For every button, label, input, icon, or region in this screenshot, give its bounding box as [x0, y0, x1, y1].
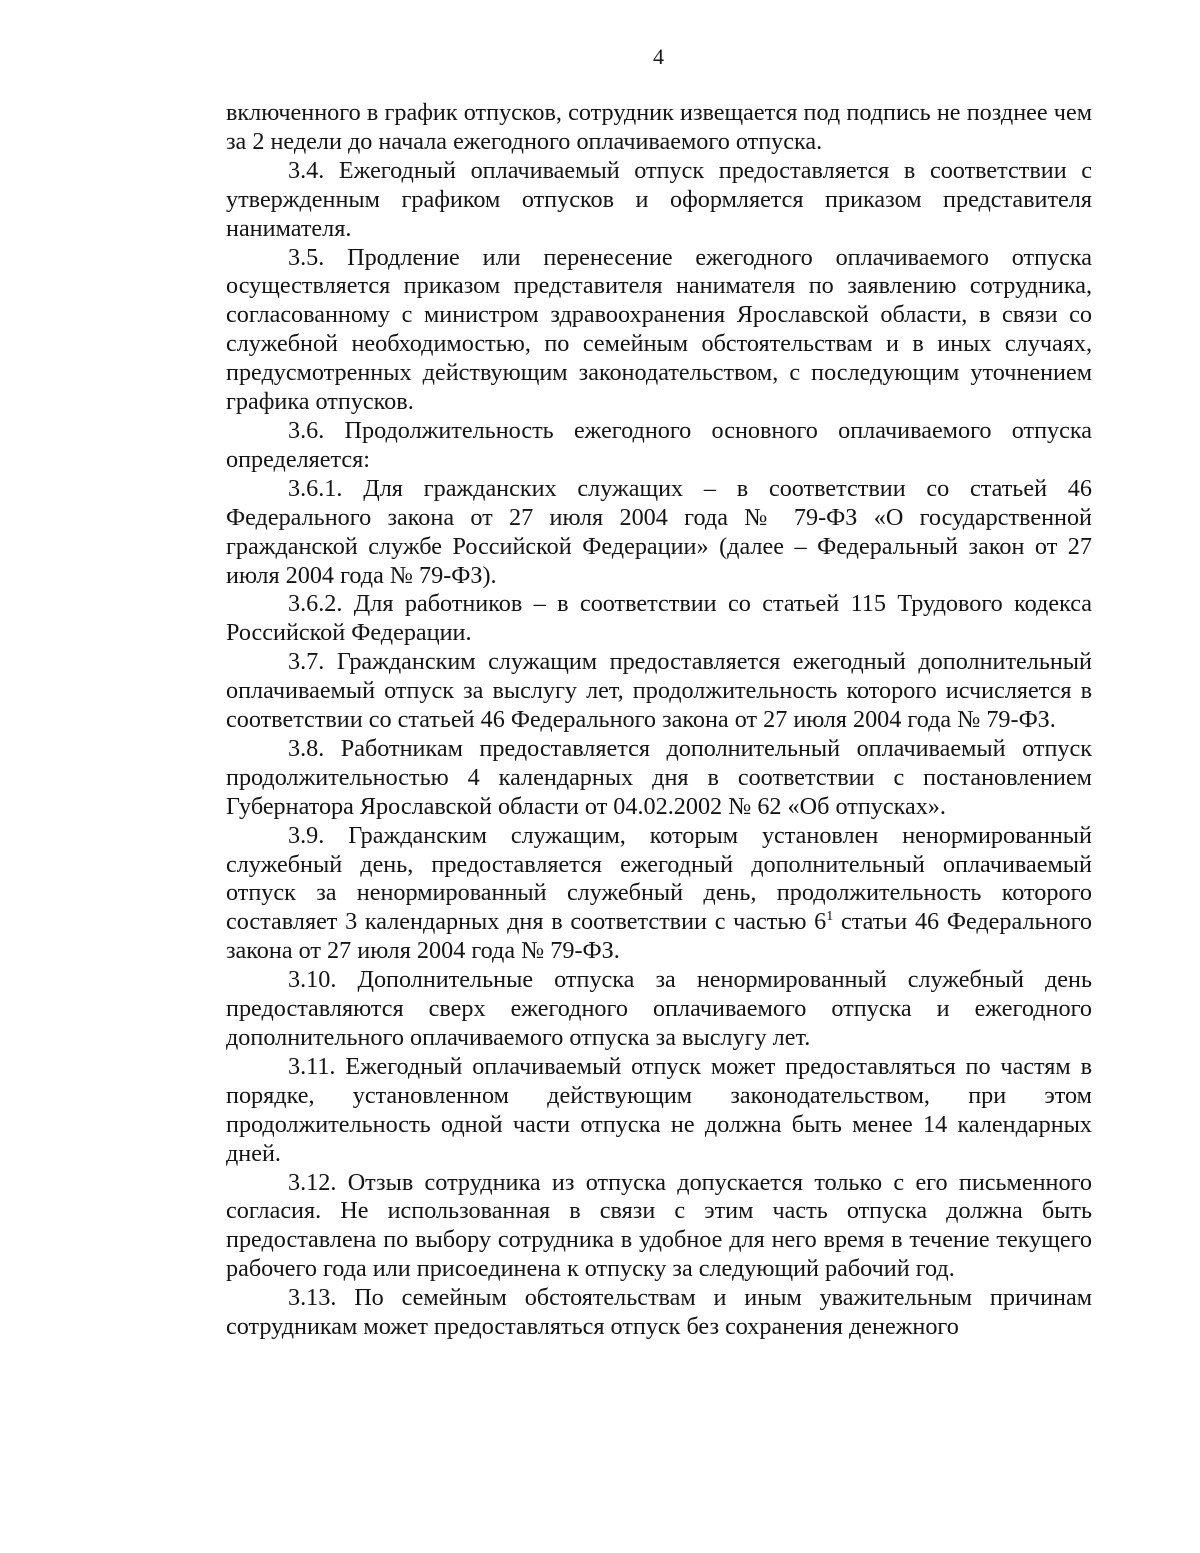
page-number: 4	[653, 44, 664, 69]
paragraph-3-4: 3.4. Ежегодный оплачиваемый отпуск предоставляется в соответствии с утвержденным графиком отпусков и оформляется приказом представителя нанимателя.	[226, 156, 1092, 242]
paragraph-3-11: 3.11. Ежегодный оплачиваемый отпуск может предоставляться по частям в порядке, установленном действующим законодательством, при этом продолжительность одной части отпуска не должна быть менее 14 календарных дней.	[226, 1052, 1092, 1167]
paragraph-3-10: 3.10. Дополнительные отпуска за ненормированный служебный день предоставляются сверх ежегодного оплачиваемого отпуска и ежегодного дополнительного оплачиваемого отпуска за выслугу лет.	[226, 966, 1092, 1051]
paragraph-3-13: 3.13. По семейным обстоятельствам и иным уважительным причинам сотрудникам может предоставляться отпуск без сохранения денежного	[226, 1284, 1092, 1341]
paragraph-3-8: 3.8. Работникам предоставляется дополнительный оплачиваемый отпуск продолжительностью 4 календарных дня в соответствии с постановлением Губернатора Ярославской области от 04.02.2002 № 62 «Об отпусках».	[226, 734, 1092, 820]
paragraph-3-6-2: 3.6.2. Для работников – в соответствии со статьей 115 Трудового кодекса Российской Федерации.	[226, 590, 1092, 647]
paragraph-3-12: 3.12. Отзыв сотрудника из отпуска допускается только с его письменного согласия. Не использованная в связи с этим часть отпуска должна быть предоставлена по выбору сотрудника в удобное для него время в течение текущего рабочего года или присоединена к отпуску за следующий рабочий год.	[226, 1168, 1092, 1283]
paragraph-3-9	[226, 822, 1092, 967]
paragraph-3-6-1: 3.6.1. Для гражданских служащих – в соответствии со статьей 46 Федерального закона от 27 июля 2004 года № 79-ФЗ «О государственной гражданской службе Российской Федерации» (далее – Федеральный закон от 27 июля 2004 года № 79-ФЗ).	[226, 474, 1092, 589]
paragraph-3-6: 3.6. Продолжительность ежегодного основного оплачиваемого отпуска определяется:	[226, 416, 1092, 473]
paragraph-3-9-text: 3.9. Гражданским служащим, которым установлен ненормированный служебный день, предоставляется ежегодный дополнительный оплачиваемый отпуск за ненормированный служебный день, продолжительность которого составляет 3 календарных дня в соответствии с частью 6	[226, 821, 1092, 936]
paragraph-3-9-text-end: статьи 46 Федерального закона от 27 июля 2004 года № 79-ФЗ.	[226, 908, 1092, 965]
document-body	[226, 99, 1092, 1342]
paragraph-3-7: 3.7. Гражданским служащим предоставляется ежегодный дополнительный оплачиваемый отпуск за выслугу лет, продолжительность которого исчисляется в соответствии со статьей 46 Федерального закона от 27 июля 2004 года № 79-ФЗ.	[226, 648, 1092, 734]
paragraph-continuation: включенного в график отпусков, сотрудник извещается под подпись не позднее чем за 2 недели до начала ежегодного оплачиваемого отпуска.	[226, 99, 1092, 155]
paragraph-3-5: 3.5. Продление или перенесение ежегодного оплачиваемого отпуска осуществляется приказом представителя нанимателя по заявлению сотрудника, согласованному с министром здравоохранения Ярославской области, в связи со служебной необходимостью, по семейным обстоятельствам и в иных случаях, предусмотренных действующим законодательством, с последующим уточнением графика отпусков.	[226, 243, 1092, 416]
superscript-1: 1	[826, 909, 834, 925]
